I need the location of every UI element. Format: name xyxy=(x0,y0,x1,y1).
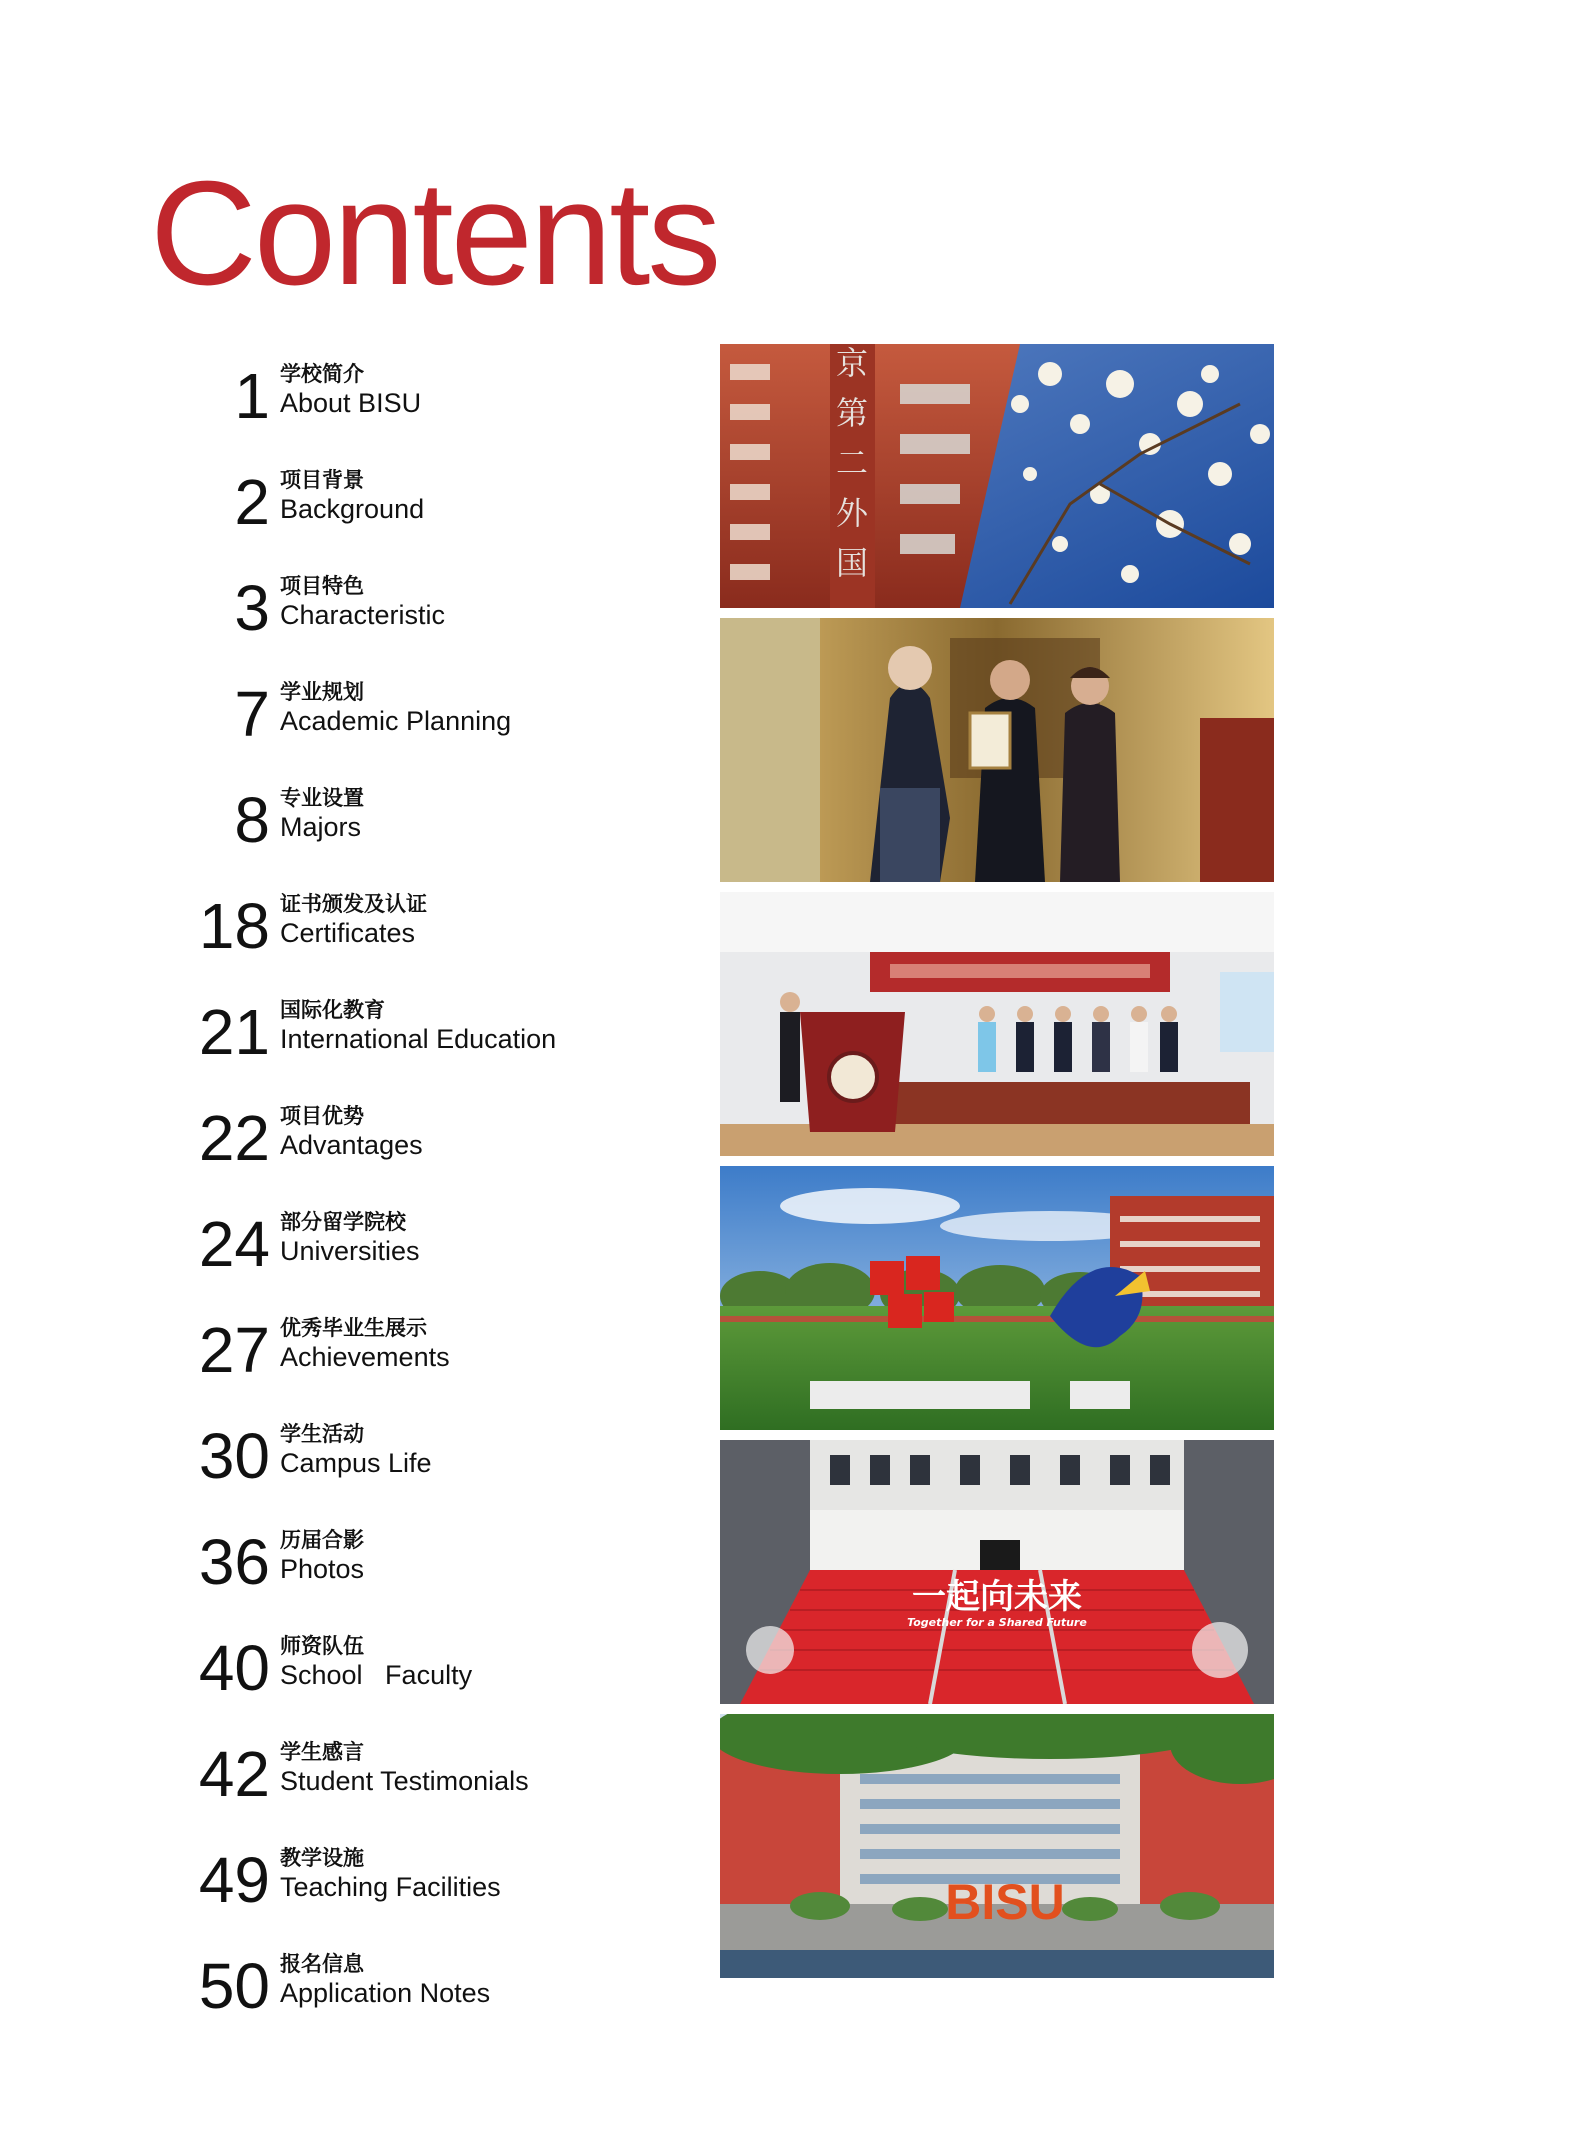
toc-label-zh: 项目优势 xyxy=(280,1104,364,1128)
toc-label-en: Advantages xyxy=(280,1130,423,1160)
toc-page-number: 22 xyxy=(198,1102,270,1174)
toc-page-number: 2 xyxy=(234,466,270,538)
toc-item-advantages[interactable] xyxy=(0,1102,560,1182)
toc-label-en: International Education xyxy=(280,1024,557,1054)
toc-label-en: Academic Planning xyxy=(280,706,512,736)
toc-label-zh: 优秀毕业生展示 xyxy=(280,1316,427,1340)
svg-text:京: 京 xyxy=(836,344,869,382)
svg-text:第: 第 xyxy=(836,394,869,432)
toc-label-en: Majors xyxy=(280,812,362,842)
toc-label-en: Photos xyxy=(280,1554,365,1584)
svg-text:国: 国 xyxy=(836,544,869,582)
photo-campus-bisu-sign-image xyxy=(720,1714,1274,1978)
photo-red-stairs-image xyxy=(720,1440,1274,1704)
photo-campus-bisu-sign xyxy=(720,1714,1274,1978)
toc-item-academic-planning[interactable] xyxy=(0,678,560,758)
toc-page-number: 21 xyxy=(198,996,270,1068)
toc-label-zh: 专业设置 xyxy=(280,786,364,810)
toc-page-number: 27 xyxy=(198,1314,270,1386)
toc-label-zh: 学生活动 xyxy=(280,1422,364,1446)
toc-page-number: 42 xyxy=(198,1738,270,1810)
photo-conference-stage xyxy=(720,892,1274,1156)
toc-item-characteristic[interactable] xyxy=(0,572,560,652)
toc-label-zh: 学生感言 xyxy=(280,1740,364,1764)
stairs-subtitle-text: Together for a Shared Future xyxy=(907,1616,1087,1629)
toc-page-number: 24 xyxy=(198,1208,270,1280)
toc-label-zh: 证书颁发及认证 xyxy=(280,892,427,916)
toc-page-number: 49 xyxy=(198,1844,270,1916)
toc-label-zh: 历届合影 xyxy=(280,1528,364,1552)
toc-label-en: Characteristic xyxy=(280,600,446,630)
toc-page-number: 8 xyxy=(234,784,270,856)
toc-page-number: 7 xyxy=(234,678,270,750)
photo-red-stairs xyxy=(720,1440,1274,1704)
toc-item-certificates[interactable] xyxy=(0,890,560,970)
toc-page-number: 36 xyxy=(198,1526,270,1598)
toc-label-en: About BISU xyxy=(280,388,422,418)
toc-label-en: Certificates xyxy=(280,918,416,948)
toc-label-en: Background xyxy=(280,494,425,524)
toc-label-zh: 部分留学院校 xyxy=(280,1210,406,1234)
toc-item-majors[interactable] xyxy=(0,784,560,864)
toc-label-zh: 学校简介 xyxy=(280,362,364,386)
photo-conference-stage-image xyxy=(720,892,1274,1156)
toc-item-photos[interactable] xyxy=(0,1526,560,1606)
toc-item-about[interactable] xyxy=(0,360,560,440)
toc-item-faculty[interactable] xyxy=(0,1632,560,1712)
toc-label-en: Student Testimonials xyxy=(280,1766,529,1796)
photo-campus-field-mascot xyxy=(720,1166,1274,1430)
toc-label-zh: 项目特色 xyxy=(280,574,364,598)
toc-label-zh: 学业规划 xyxy=(280,680,364,704)
toc-label-zh: 项目背景 xyxy=(280,468,364,492)
toc-page-number: 3 xyxy=(234,572,270,644)
toc-page-number: 1 xyxy=(234,360,270,432)
toc-label-zh: 报名信息 xyxy=(280,1952,364,1976)
photo-building-blossoms-image xyxy=(720,344,1274,608)
toc-label-en: Achievements xyxy=(280,1342,450,1372)
page-title: Contents xyxy=(150,151,719,316)
photo-campus-field-mascot-image xyxy=(720,1166,1274,1430)
toc-page-number: 50 xyxy=(198,1950,270,2022)
toc-item-achievements[interactable] xyxy=(0,1314,560,1394)
photo-certificate-ceremony xyxy=(720,618,1274,882)
toc-item-campus-life[interactable] xyxy=(0,1420,560,1500)
photo-certificate-ceremony-image xyxy=(720,618,1274,882)
toc-item-testimonials[interactable] xyxy=(0,1738,560,1818)
toc-label-en: Application Notes xyxy=(280,1978,491,2008)
toc-label-en: Universities xyxy=(280,1236,420,1266)
svg-text:二: 二 xyxy=(836,444,869,482)
toc-label-en: School Faculty xyxy=(280,1660,473,1690)
toc-page-number: 18 xyxy=(198,890,270,962)
photo-building-blossoms xyxy=(720,344,1274,608)
toc-label-zh: 国际化教育 xyxy=(280,998,385,1022)
toc-label-en: Campus Life xyxy=(280,1448,432,1478)
toc-item-universities[interactable] xyxy=(0,1208,560,1288)
toc-item-background[interactable] xyxy=(0,466,560,546)
stairs-banner-text: 一起向未来 xyxy=(912,1577,1082,1617)
svg-text:外: 外 xyxy=(836,494,869,532)
toc-item-application-notes[interactable] xyxy=(0,1950,560,2030)
toc-page-number: 40 xyxy=(198,1632,270,1704)
bisu-sign-text: BISU xyxy=(945,1874,1065,1930)
toc-label-zh: 师资队伍 xyxy=(280,1634,364,1658)
toc-label-en: Teaching Facilities xyxy=(280,1872,501,1902)
toc-item-teaching-facilities[interactable] xyxy=(0,1844,560,1924)
toc-item-international-education[interactable] xyxy=(0,996,560,1076)
toc-page-number: 30 xyxy=(198,1420,270,1492)
toc-label-zh: 教学设施 xyxy=(280,1846,364,1870)
